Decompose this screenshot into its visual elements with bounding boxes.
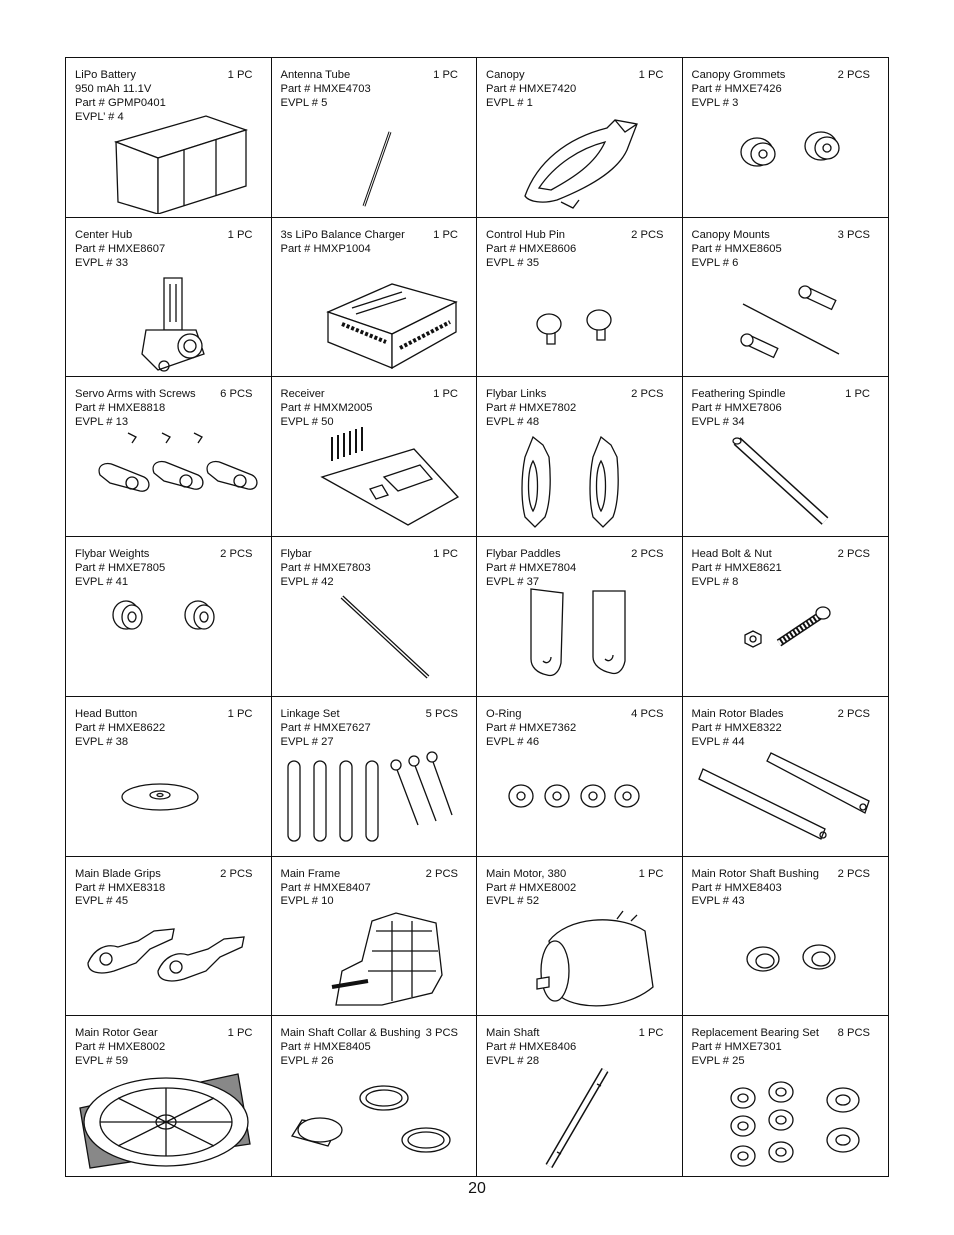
battery-icon [66, 102, 271, 214]
part-detail: Part # HMXE7426 [691, 83, 782, 95]
part-cell [683, 377, 889, 537]
part-cell [683, 537, 889, 697]
part-detail: EVPL’ # 4 [75, 110, 124, 123]
part-quantity: 1 PC [227, 228, 253, 241]
part-detail: EVPL # 27 [280, 735, 334, 748]
part-name: Main Rotor Shaft Bushing [691, 867, 819, 880]
part-quantity: 2 PCS [837, 867, 870, 880]
part-quantity: 2 PCS [631, 548, 664, 561]
spindle-icon [683, 421, 888, 533]
rotor-blade-icon [683, 741, 888, 853]
canopy-icon [477, 102, 682, 214]
part-detail: Part # HMXE8407 [280, 881, 371, 894]
part-name: Canopy Grommets [691, 69, 786, 81]
part-cell [683, 857, 889, 1017]
part-name: Head Button [75, 707, 138, 720]
part-name: Feathering Spindle [691, 388, 786, 401]
part-detail: EVPL # 44 [691, 735, 745, 748]
part-detail: Part # HMXE8606 [486, 242, 577, 255]
part-detail: EVPL # 5 [280, 96, 328, 109]
grommet-icon [683, 102, 888, 214]
part-detail: Part # HMXP1004 [280, 242, 371, 255]
part-quantity: 2 PCS [631, 228, 664, 241]
page-number: 20 [468, 1180, 486, 1197]
part-detail: Part # HMXE8322 [691, 721, 782, 734]
part-detail: Part # HMXE7803 [280, 562, 371, 575]
part-name: Control Hub Pin [486, 228, 565, 241]
head-button-icon [66, 741, 271, 853]
part-quantity: 1 PC [845, 388, 870, 401]
part-cell [66, 218, 272, 378]
bolt-nut-icon [683, 581, 888, 693]
part-detail: Part # HMXE8405 [280, 1041, 371, 1054]
part-cell [272, 58, 478, 218]
flybar-link-icon [477, 421, 682, 533]
part-detail: Part # HMXE8607 [75, 242, 166, 255]
part-quantity: 1 PC [227, 707, 253, 720]
part-quantity: 3 PCS [837, 228, 870, 241]
paddle-icon [477, 581, 682, 693]
part-detail: EVPL # 46 [486, 735, 540, 748]
part-detail: EVPL # 25 [691, 1055, 745, 1068]
part-cell [477, 1016, 683, 1176]
part-name: Replacement Bearing Set [691, 1027, 819, 1040]
part-quantity: 1 PC [433, 388, 458, 401]
part-quantity: 1 PC [433, 69, 458, 81]
part-detail: Part # HMXE8002 [75, 1041, 166, 1054]
flybar-weight-icon [66, 581, 271, 693]
part-cell [477, 58, 683, 218]
part-quantity: 1 PC [638, 867, 664, 880]
charger-icon [272, 262, 477, 374]
part-cell [66, 857, 272, 1017]
part-name: Flybar [280, 548, 312, 561]
part-detail: EVPL # 1 [486, 96, 533, 109]
part-detail: Part # HMXE8318 [75, 881, 166, 894]
part-name: Main Rotor Gear [75, 1027, 158, 1040]
part-cell [272, 537, 478, 697]
part-cell [477, 537, 683, 697]
servo-arm-icon [66, 421, 271, 533]
part-detail: Part # HMXE7802 [486, 402, 577, 415]
part-name: Center Hub [75, 228, 133, 241]
main-frame-icon [272, 901, 477, 1013]
part-detail: Part # HMXE8406 [486, 1041, 577, 1054]
blade-grip-icon [66, 901, 271, 1013]
part-cell [272, 857, 478, 1017]
part-cell [477, 857, 683, 1017]
part-name: Antenna Tube [280, 69, 351, 81]
part-quantity: 6 PCS [220, 388, 253, 401]
part-name: Canopy Mounts [691, 228, 770, 241]
part-quantity: 8 PCS [837, 1027, 870, 1040]
part-detail: Part # HMXE8622 [75, 721, 166, 734]
part-name: Flybar Paddles [486, 548, 561, 561]
part-detail: EVPL # 3 [691, 96, 739, 109]
part-cell [683, 1016, 889, 1176]
collar-icon [272, 1060, 477, 1172]
part-quantity: 1 PC [433, 548, 458, 561]
main-shaft-icon [477, 1060, 682, 1172]
part-name: Flybar Weights [75, 548, 150, 561]
parts-grid [65, 57, 889, 1177]
part-detail: EVPL # 48 [486, 416, 540, 429]
part-cell [66, 377, 272, 537]
part-cell [66, 1016, 272, 1176]
part-cell [477, 218, 683, 378]
part-detail: EVPL # 34 [691, 416, 745, 429]
part-quantity: 1 PC [638, 1027, 664, 1040]
part-quantity: 2 PCS [837, 548, 870, 561]
o-ring-icon [477, 741, 682, 853]
part-detail: Part # HMXE8002 [486, 881, 577, 894]
part-detail: EVPL # 42 [280, 575, 334, 588]
part-name: Main Shaft [486, 1027, 540, 1040]
part-quantity: 3 PCS [425, 1027, 458, 1040]
part-detail: EVPL # 43 [691, 895, 745, 908]
part-detail: EVPL # 10 [280, 895, 334, 908]
part-cell [683, 58, 889, 218]
part-quantity: 2 PCS [837, 707, 870, 720]
part-detail: Part # HMXE8403 [691, 881, 782, 894]
part-detail: EVPL # 13 [75, 416, 129, 429]
part-name: Main Shaft Collar & Bushing [280, 1027, 421, 1040]
part-cell [683, 218, 889, 378]
part-detail: Part # HMXE8605 [691, 242, 782, 255]
part-detail: EVPL # 50 [280, 416, 334, 429]
part-detail: EVPL # 35 [486, 256, 540, 269]
gear-icon [66, 1060, 271, 1172]
part-name: O-Ring [486, 707, 522, 720]
part-name: Head Bolt & Nut [691, 548, 772, 561]
part-name: Main Motor, 380 [486, 867, 567, 880]
part-cell [272, 218, 478, 378]
part-name: Linkage Set [280, 707, 340, 720]
antenna-tube-icon [272, 102, 477, 214]
part-quantity: 2 PCS [220, 867, 253, 880]
center-hub-icon [66, 262, 271, 374]
hub-pin-icon [477, 262, 682, 374]
part-detail: EVPL # 28 [486, 1055, 540, 1068]
part-quantity: 1 PC [227, 1027, 253, 1040]
part-cell [66, 58, 272, 218]
part-detail: Part # HMXE8818 [75, 402, 166, 415]
part-quantity: 1 PC [638, 69, 664, 81]
part-name: Main Rotor Blades [691, 707, 784, 720]
part-detail: Part # HMXE7301 [691, 1041, 782, 1054]
part-detail: Part # HMXM2005 [280, 402, 373, 415]
part-quantity: 4 PCS [631, 707, 664, 720]
part-cell [272, 1016, 478, 1176]
part-quantity: 5 PCS [425, 707, 458, 720]
part-name: Main Blade Grips [75, 867, 161, 880]
part-cell [272, 377, 478, 537]
part-detail: Part # HMXE4703 [280, 83, 371, 95]
part-cell [272, 697, 478, 857]
part-detail: EVPL # 33 [75, 256, 129, 269]
part-detail: Part # HMXE7627 [280, 721, 371, 734]
part-name: Receiver [280, 388, 325, 401]
bushing-icon [683, 901, 888, 1013]
part-detail: Part # HMXE7806 [691, 402, 782, 415]
part-quantity: 2 PCS [837, 69, 870, 81]
motor-icon [477, 901, 682, 1013]
part-detail: EVPL # 52 [486, 895, 540, 908]
part-name: 3s LiPo Balance Charger [280, 228, 405, 241]
part-detail: Part # HMXE7420 [486, 83, 577, 95]
canopy-mount-icon [683, 262, 888, 374]
part-detail: Part # HMXE7804 [486, 562, 577, 575]
part-quantity: 1 PC [227, 69, 253, 81]
part-name: Servo Arms with Screws [75, 388, 196, 401]
part-detail: EVPL # 26 [280, 1055, 334, 1068]
part-name: Canopy [486, 69, 525, 81]
part-quantity: 2 PCS [220, 548, 253, 561]
part-detail: EVPL # 45 [75, 895, 129, 908]
part-detail: Part # HMXE8621 [691, 562, 782, 575]
part-detail: Part # HMXE7362 [486, 721, 577, 734]
part-detail: EVPL # 8 [691, 575, 739, 588]
part-detail: EVPL # 59 [75, 1055, 129, 1068]
linkage-icon [272, 741, 477, 853]
part-detail: 950 mAh 11.1V [75, 83, 152, 95]
part-detail: EVPL # 37 [486, 575, 540, 588]
part-cell [66, 697, 272, 857]
part-name: Main Frame [280, 867, 341, 880]
part-cell [477, 697, 683, 857]
part-quantity: 2 PCS [425, 867, 458, 880]
part-cell [683, 697, 889, 857]
part-cell [66, 537, 272, 697]
flybar-icon [272, 581, 477, 693]
part-quantity: 1 PC [433, 228, 458, 241]
part-detail: Part # HMXE7805 [75, 562, 166, 575]
part-detail: EVPL # 38 [75, 735, 129, 748]
part-name: LiPo Battery [75, 69, 136, 81]
part-cell [477, 377, 683, 537]
receiver-icon [272, 421, 477, 533]
part-detail: EVPL # 41 [75, 575, 129, 588]
part-name: Flybar Links [486, 388, 547, 401]
part-detail: Part # GPMP0401 [75, 96, 166, 109]
bearing-icon [683, 1060, 888, 1172]
part-detail: EVPL # 6 [691, 256, 739, 269]
part-quantity: 2 PCS [631, 388, 664, 401]
